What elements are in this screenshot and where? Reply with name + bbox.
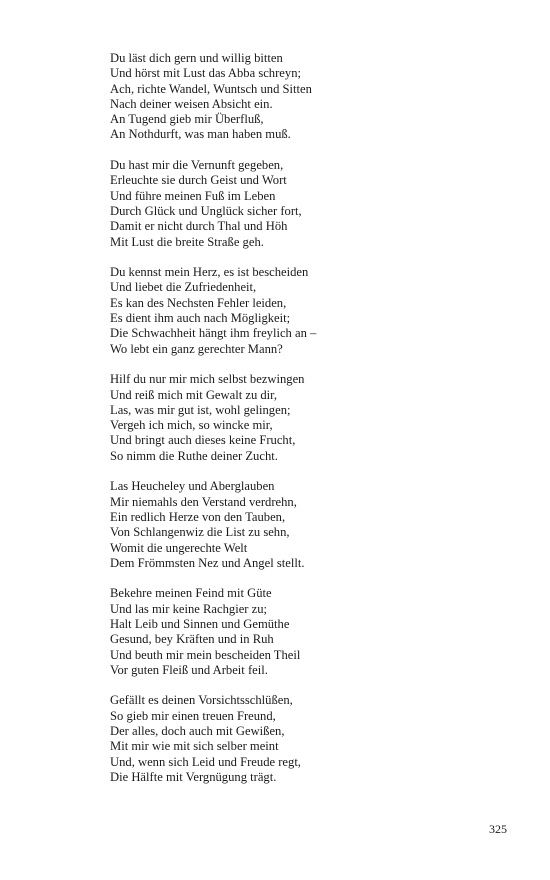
verse-line: Durch Glück und Unglück sicher fort,	[110, 203, 302, 218]
verse-line: Nach deiner weisen Absicht ein.	[110, 96, 273, 111]
verse-line: Die Hälfte mit Vergnügung trägt.	[110, 769, 277, 784]
verse-line: Und führe meinen Fuß im Leben	[110, 188, 276, 203]
verse-line: Und beuth mir mein bescheiden Theil	[110, 647, 301, 662]
verse-line: Ein redlich Herze von den Tauben,	[110, 509, 286, 524]
verse-line: Gesund, bey Kräften und in Ruh	[110, 632, 274, 647]
stanza-3	[110, 265, 510, 357]
verse-line: So nimm die Ruthe deiner Zucht.	[110, 448, 278, 463]
verse-line: Mir niemahls den Verstand verdrehn,	[110, 494, 297, 509]
stanza-1	[110, 51, 510, 143]
verse-line: Der alles, doch auch mit Gewißen,	[110, 724, 285, 739]
stanza-4	[110, 372, 510, 464]
verse-line: Erleuchte sie durch Geist und Wort	[110, 173, 287, 188]
verse-line: Und liebet die Zufriedenheit,	[110, 280, 257, 295]
verse-line: Und bringt auch dieses keine Frucht,	[110, 433, 296, 448]
verse-line: Hilf du nur mir mich selbst bezwingen	[110, 372, 305, 387]
verse-line: Womit die ungerechte Welt	[110, 540, 248, 555]
stanza-6	[110, 586, 510, 678]
verse-line: Wo lebt ein ganz gerechter Mann?	[110, 341, 283, 356]
verse-line: Und, wenn sich Leid und Freude regt,	[110, 754, 301, 769]
stanza-2	[110, 158, 510, 250]
verse-line: Vergeh ich mich, so wincke mir,	[110, 418, 273, 433]
verse-line: Es dient ihm auch nach Mögligkeit;	[110, 311, 291, 326]
verse-line: Es kan des Nechsten Fehler leiden,	[110, 295, 287, 310]
stanza-5	[110, 479, 510, 571]
verse-line: Bekehre meinen Feind mit Güte	[110, 586, 272, 601]
verse-line: Halt Leib und Sinnen und Gemüthe	[110, 616, 290, 631]
verse-line: Mit Lust die breite Straße geh.	[110, 234, 264, 249]
verse-line: Las, was mir gut ist, wohl gelingen;	[110, 402, 291, 417]
verse-line: Du läst dich gern und willig bitten	[110, 51, 283, 65]
verse-line: Las Heucheley und Aberglauben	[110, 479, 275, 494]
verse-line: Vor guten Fleiß und Arbeit feil.	[110, 662, 268, 677]
verse-line: So gieb mir einen treuen Freund,	[110, 708, 276, 723]
poem-body	[110, 51, 510, 801]
verse-line: Gefällt es deinen Vorsichtsschlüßen,	[110, 693, 293, 708]
verse-line: Und reiß mich mit Gewalt zu dir,	[110, 387, 278, 402]
page-number: 325	[489, 822, 507, 836]
verse-line: Dem Frömmsten Nez und Angel stellt.	[110, 555, 305, 570]
verse-line: An Tugend gieb mir Überfluß,	[110, 112, 264, 127]
stanza-7	[110, 693, 510, 785]
verse-line: Du kennst mein Herz, es ist bescheiden	[110, 265, 309, 280]
verse-line: Von Schlangenwiz die List zu sehn,	[110, 525, 290, 540]
verse-line: Du hast mir die Vernunft gegeben,	[110, 158, 284, 173]
verse-line: Damit er nicht durch Thal und Höh	[110, 219, 288, 234]
verse-line: Die Schwachheit hängt ihm freylich an –	[110, 326, 317, 341]
verse-line: Und hörst mit Lust das Abba schreyn;	[110, 66, 301, 81]
verse-line: An Nothdurft, was man haben muß.	[110, 127, 291, 142]
verse-line: Mit mir wie mit sich selber meint	[110, 739, 279, 754]
verse-line: Ach, richte Wandel, Wuntsch und Sitten	[110, 81, 312, 96]
verse-line: Und las mir keine Rachgier zu;	[110, 601, 268, 616]
